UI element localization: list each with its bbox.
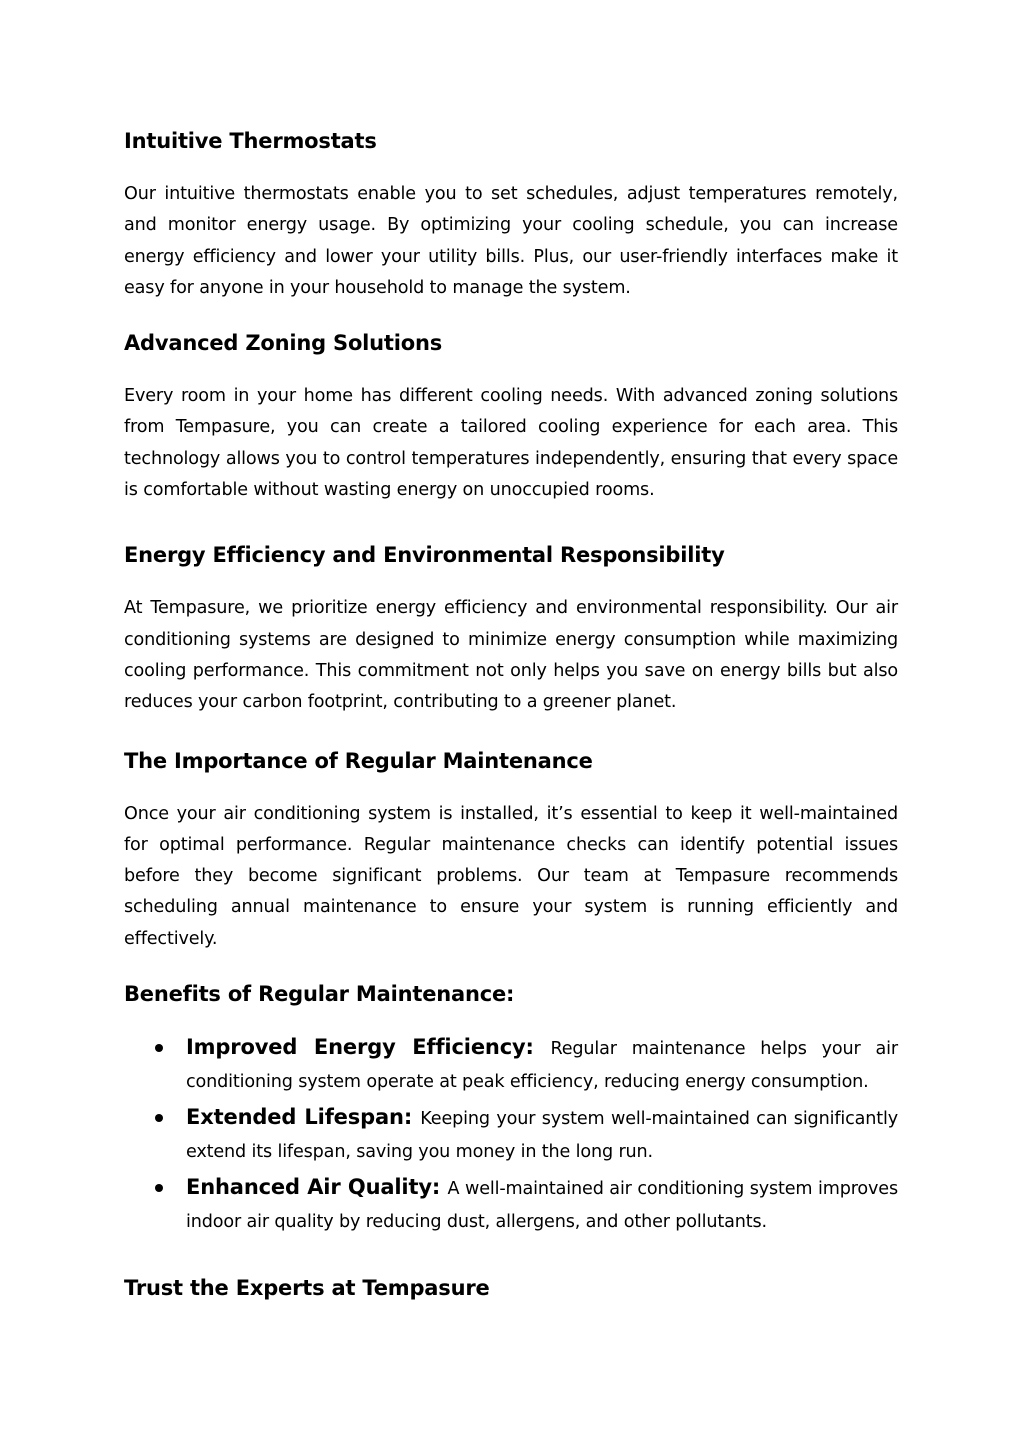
benefit-text: Regular maintenance helps your air conditioning system operate at peak efficiency, reducing energy consumption. xyxy=(186,1039,899,1093)
section-body-thermostats: Our intuitive thermostats enable you to set schedules, adjust temperatures remotely, and monitor energy usage. By optimizing your cooling schedule, you can increase energy efficiency and lower your utility bills. Plus, our user-friendly interfaces make it easy for anyone in your household to manage the system. xyxy=(124,184,898,298)
section-body-maintenance: Once your air conditioning system is installed, it’s essential to keep it well-maintained for optimal performance. Regular maintenance checks can identify potential issues before they become significant problems. Our team at Tempasure recommends scheduling annual maintenance to ensure your system is running efficiently and effectively. xyxy=(124,803,898,949)
bullet-icon xyxy=(155,1184,163,1192)
benefit-text: Keeping your system well-maintained can significantly extend its lifespan, saving you money in the long run. xyxy=(186,1109,898,1163)
benefits-heading: Benefits of Regular Maintenance: xyxy=(124,982,515,1007)
benefit-term: Enhanced Air Quality: xyxy=(186,1175,448,1200)
benefit-term: Improved Energy Efficiency: xyxy=(186,1035,551,1060)
list-item xyxy=(124,1171,898,1239)
list-item xyxy=(124,1031,898,1099)
list-item xyxy=(124,1101,898,1169)
section-heading-efficiency: Energy Efficiency and Environmental Responsibility xyxy=(124,543,725,568)
closing-heading: Trust the Experts at Tempasure xyxy=(124,1276,490,1301)
benefit-text: A well-maintained air conditioning system improves indoor air quality by reducing dust, allergens, and other pollutants. xyxy=(186,1179,899,1233)
document-page xyxy=(124,126,898,1303)
section-body-efficiency: At Tempasure, we prioritize energy efficiency and environmental responsibility. Our air conditioning systems are designed to minimize energy consumption while maximizing cooling performance. This commitment not only helps you save on energy bills but also reduces your carbon footprint, contributing to a greener planet. xyxy=(124,598,898,713)
benefit-term: Extended Lifespan: xyxy=(186,1105,421,1130)
section-body-zoning: Every room in your home has different cooling needs. With advanced zoning solutions from Tempasure, you can create a tailored cooling experience for each area. This technology allows you to control temperatures independently, ensuring that every space is comfortable without wasting energy on unoccupied rooms. xyxy=(124,386,898,501)
section-heading-zoning: Advanced Zoning Solutions xyxy=(124,331,443,356)
section-heading-thermostats: Intuitive Thermostats xyxy=(124,129,377,153)
bullet-icon xyxy=(155,1114,163,1122)
section-heading-maintenance: The Importance of Regular Maintenance xyxy=(124,748,593,773)
benefits-list xyxy=(124,1031,898,1239)
bullet-icon xyxy=(155,1044,163,1052)
